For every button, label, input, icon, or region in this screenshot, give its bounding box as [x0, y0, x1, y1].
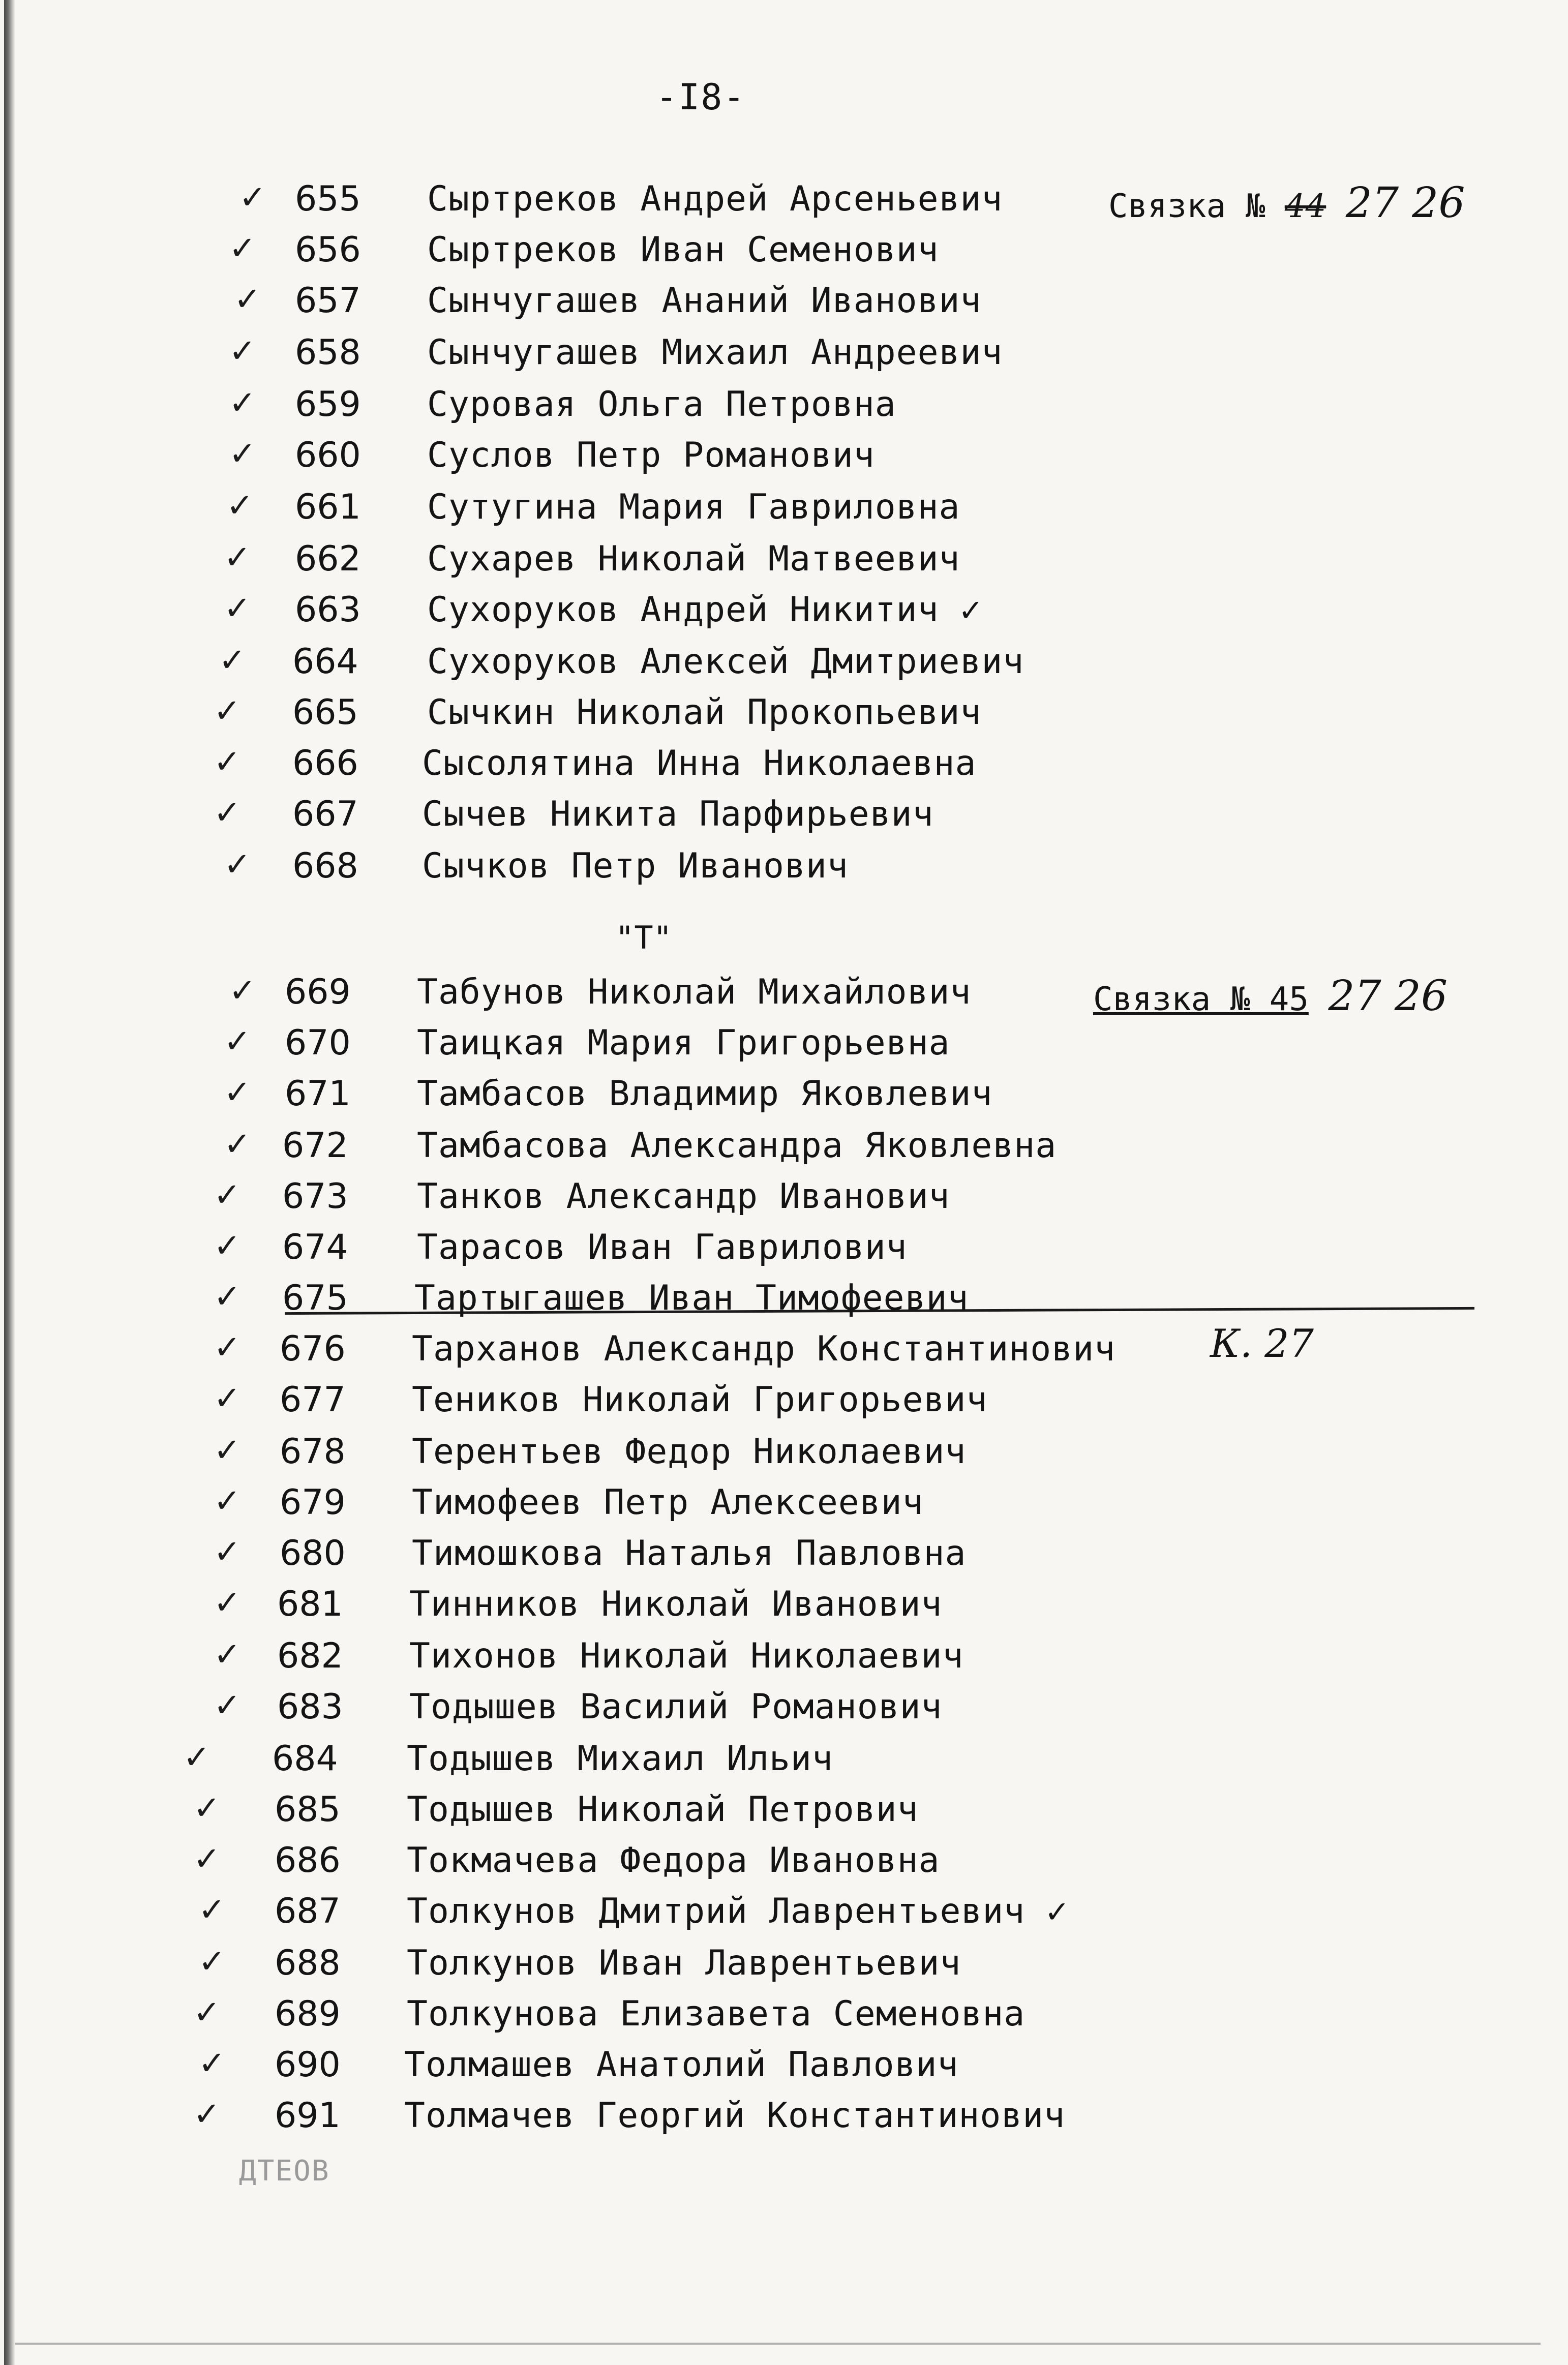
entry-number: 685	[275, 1790, 341, 1830]
list-item	[0, 1533, 1568, 1579]
entry-number: 669	[285, 972, 351, 1012]
entry-name: Толкунов Дмитрий Лаврентьевич ✓	[407, 1891, 1068, 1931]
bundle-44-struck-number: 44	[1284, 188, 1326, 225]
list-item	[0, 1126, 1568, 1171]
entry-name: Сычкин Николай Прокопьевич	[427, 692, 982, 733]
entry-name: Тинников Николай Иванович	[409, 1584, 943, 1624]
entry-name: Тимошкова Наталья Павловна	[412, 1533, 967, 1573]
entry-name: Сысолятина Инна Николаевна	[422, 743, 977, 783]
entry-name: Толмачев Георгий Константинович	[404, 2096, 1066, 2136]
list-item	[0, 1227, 1568, 1273]
entry-number: 660	[295, 435, 361, 475]
list-item	[0, 2096, 1568, 2141]
entry-name: Сычев Никита Парфирьевич	[422, 794, 934, 834]
list-item	[0, 1891, 1568, 1937]
entry-number: 656	[295, 230, 361, 270]
entry-number: 690	[275, 2045, 341, 2085]
bundle-44-label: Связка №	[1108, 188, 1265, 225]
list-item	[0, 972, 1568, 1018]
entry-name: Тамбасов Владимир Яковлевич	[417, 1074, 993, 1114]
entry-name: Сычков Петр Иванович	[422, 846, 849, 886]
entry-name: Табунов Николай Михайлович	[417, 972, 972, 1012]
entry-name: Таицкая Мария Григорьевна	[417, 1023, 950, 1063]
entry-number: 667	[292, 794, 358, 834]
entry-name: Тимофеев Петр Алексеевич	[412, 1482, 924, 1523]
checkmark-icon: ✓	[239, 179, 266, 217]
entry-number: 658	[295, 332, 361, 373]
list-item	[0, 1584, 1568, 1630]
checkmark-icon: ✓	[214, 1584, 241, 1622]
list-item	[0, 743, 1568, 789]
list-item	[0, 1278, 1568, 1324]
bundle-45-label: Связка № 45	[1093, 981, 1309, 1018]
entry-number: 691	[275, 2096, 341, 2136]
entry-number: 683	[277, 1687, 343, 1727]
checkmark-icon: ✓	[193, 1790, 221, 1827]
entry-name: Тартыгашев Иван Тимофеевич	[414, 1278, 969, 1318]
list-item	[0, 230, 1568, 276]
entry-name: Сыртреков Иван Семенович	[427, 230, 939, 270]
entry-number: 663	[295, 590, 361, 630]
list-item	[0, 2045, 1568, 2090]
checkmark-icon: ✓	[224, 1074, 251, 1111]
entry-number: 675	[282, 1278, 348, 1318]
list-item	[0, 1432, 1568, 1477]
entry-name: Тодышев Николай Петрович	[407, 1790, 919, 1830]
entry-name: Сухарев Николай Матвеевич	[427, 539, 960, 579]
entry-number: 682	[277, 1636, 343, 1676]
list-item	[0, 1840, 1568, 1886]
checkmark-icon: ✓	[224, 1126, 251, 1163]
entry-number: 687	[275, 1891, 341, 1931]
entry-name: Толкунова Елизавета Семеновна	[407, 1994, 1026, 2034]
list-item	[0, 1482, 1568, 1528]
checkmark-icon: ✓	[214, 743, 241, 781]
entry-name: Тамбасова Александра Яковлевна	[417, 1126, 1057, 1166]
list-item	[0, 1176, 1568, 1222]
entry-number: 672	[282, 1126, 348, 1166]
entry-name: Сынчугашев Михаил Андреевич	[427, 332, 1003, 373]
faded-footer-text: ДТЕОВ	[239, 2155, 330, 2188]
page-bottom-edge	[15, 2343, 1541, 2345]
entry-number: 664	[292, 642, 358, 682]
entry-name: Суровая Ольга Петровна	[427, 384, 896, 425]
entry-number: 674	[282, 1227, 348, 1267]
entry-number: 681	[277, 1584, 343, 1624]
list-item	[0, 1790, 1568, 1835]
list-item	[0, 642, 1568, 687]
list-item	[0, 1636, 1568, 1682]
entry-name: Тарасов Иван Гаврилович	[417, 1227, 908, 1267]
checkmark-icon: ✓	[229, 230, 256, 267]
entry-number: 686	[275, 1840, 341, 1881]
entry-name: Сухоруков Алексей Дмитриевич	[427, 642, 1024, 682]
checkmark-icon: ✓	[214, 1329, 241, 1367]
checkmark-icon: ✓	[214, 1432, 241, 1469]
list-item	[0, 179, 1568, 225]
checkmark-icon: ✓	[229, 384, 256, 422]
list-item	[0, 794, 1568, 840]
checkmark-icon: ✓	[219, 642, 246, 679]
page-number: -I8-	[656, 76, 746, 118]
checkmark-icon: ✓	[193, 1994, 221, 2032]
entry-name: Толмашев Анатолий Павлович	[404, 2045, 959, 2085]
margin-note-k27: К. 27	[1210, 1321, 1314, 1366]
list-item	[0, 1023, 1568, 1069]
list-item	[0, 846, 1568, 892]
list-item	[0, 1329, 1568, 1375]
entry-name: Теников Николай Григорьевич	[412, 1380, 988, 1420]
entry-number: 659	[295, 384, 361, 425]
entry-name: Сынчугашев Ананий Иванович	[427, 281, 982, 321]
entry-name: Суслов Петр Романович	[427, 435, 875, 475]
entry-number: 662	[295, 539, 361, 579]
checkmark-icon: ✓	[193, 1840, 221, 1878]
checkmark-icon: ✓	[224, 1023, 251, 1060]
checkmark-icon: ✓	[198, 1891, 226, 1929]
checkmark-icon: ✓	[224, 590, 251, 627]
checkmark-icon: ✓	[198, 2045, 226, 2082]
section-heading-t: "Т"	[615, 919, 672, 956]
entry-name: Тарханов Александр Константинович	[412, 1329, 1116, 1369]
checkmark-icon: ✓	[234, 281, 261, 318]
checkmark-icon: ✓	[224, 846, 251, 884]
checkmark-icon: ✓	[214, 1176, 241, 1214]
entry-name: Токмачева Федора Ивановна	[407, 1840, 940, 1881]
checkmark-icon: ✓	[229, 332, 256, 370]
entry-number: 673	[282, 1176, 348, 1217]
checkmark-icon: ✓	[214, 1278, 241, 1316]
list-item	[0, 590, 1568, 635]
checkmark-icon: ✓	[226, 487, 254, 525]
entry-number: 680	[280, 1533, 346, 1573]
entry-number: 676	[280, 1329, 346, 1369]
checkmark-icon: ✓	[229, 972, 256, 1010]
entry-number: 666	[292, 743, 358, 783]
entry-number: 677	[280, 1380, 346, 1420]
list-item	[0, 487, 1568, 533]
entry-number: 688	[275, 1943, 341, 1983]
list-item	[0, 281, 1568, 326]
checkmark-icon: ✓	[229, 435, 256, 473]
list-item	[0, 1943, 1568, 1989]
list-item	[0, 384, 1568, 430]
entry-number: 668	[292, 846, 358, 886]
list-item	[0, 332, 1568, 378]
entry-number: 657	[295, 281, 361, 321]
entry-number: 679	[280, 1482, 346, 1523]
list-item	[0, 1687, 1568, 1733]
list-item	[0, 1380, 1568, 1426]
entry-number: 689	[275, 1994, 341, 2034]
checkmark-icon: ✓	[214, 692, 241, 730]
checkmark-icon: ✓	[214, 1533, 241, 1571]
checkmark-icon: ✓	[214, 1380, 241, 1417]
bundle-44-handwritten-number: 27 26	[1345, 179, 1465, 227]
entry-name: Сухоруков Андрей Никитич ✓	[427, 590, 982, 630]
entry-number: 670	[285, 1023, 351, 1063]
entry-number: 671	[285, 1074, 351, 1114]
entry-name: Терентьев Федор Николаевич	[412, 1432, 967, 1472]
checkmark-icon: ✓	[214, 794, 241, 832]
entry-name: Танков Александр Иванович	[417, 1176, 950, 1217]
checkmark-icon: ✓	[214, 1227, 241, 1265]
entry-name: Тодышев Михаил Ильич	[407, 1739, 833, 1779]
entry-number: 684	[272, 1739, 338, 1779]
entry-number: 665	[292, 692, 358, 733]
checkmark-icon: ✓	[224, 539, 251, 577]
checkmark-icon: ✓	[214, 1687, 241, 1724]
list-item	[0, 1074, 1568, 1119]
checkmark-icon: ✓	[183, 1739, 210, 1776]
entry-number: 661	[295, 487, 361, 527]
list-item	[0, 435, 1568, 481]
bundle-45-handwritten-number: 27 26	[1328, 972, 1448, 1020]
list-item	[0, 1994, 1568, 2040]
entry-name: Тихонов Николай Николаевич	[409, 1636, 964, 1676]
entry-name: Сутугина Мария Гавриловна	[427, 487, 960, 527]
entry-name: Тодышев Василий Романович	[409, 1687, 943, 1727]
list-item	[0, 539, 1568, 585]
entry-number: 655	[295, 179, 361, 219]
entry-number: 678	[280, 1432, 346, 1472]
checkmark-icon: ✓	[198, 1943, 226, 1981]
entry-name: Толкунов Иван Лаврентьевич	[407, 1943, 961, 1983]
list-item	[0, 1739, 1568, 1784]
checkmark-icon: ✓	[214, 1482, 241, 1520]
checkmark-icon: ✓	[214, 1636, 241, 1674]
list-item	[0, 692, 1568, 738]
entry-name: Сыртреков Андрей Арсеньевич	[427, 179, 1003, 219]
checkmark-icon: ✓	[193, 2096, 221, 2133]
